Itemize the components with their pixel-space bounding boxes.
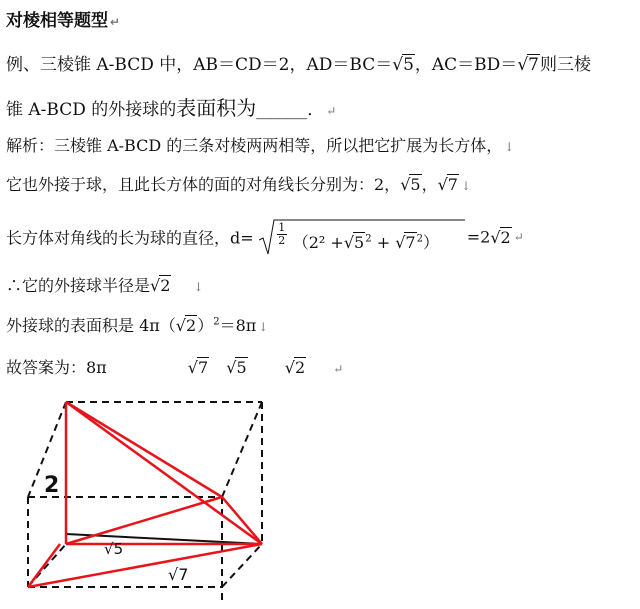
fraction-numerator: 1: [278, 221, 286, 234]
sqrt-symbol: √7: [437, 175, 458, 194]
title-text: 对棱相等题型: [6, 11, 108, 31]
radicand: 7: [198, 358, 209, 377]
analysis-text: ）: [197, 316, 214, 335]
sqrt-symbol: √: [104, 540, 114, 558]
radicand: 5: [113, 540, 124, 558]
problem-line-2: [6, 92, 336, 121]
radicand: 2: [500, 227, 511, 247]
sqrt-symbol: √7: [517, 55, 539, 75]
analysis-text: 外接球的表面积是 4π（: [6, 316, 176, 335]
formula-text: +: [376, 233, 391, 252]
radicand: 7: [528, 55, 539, 75]
sqrt-symbol: √7: [187, 358, 209, 377]
radicand: 7: [178, 565, 189, 584]
exponent: 2: [365, 233, 372, 245]
analysis-text: 长方体对角线的长为球的直径，d=: [6, 228, 254, 248]
formula-text: （2² +: [292, 233, 344, 252]
edge-label-2: 2: [44, 473, 60, 498]
line-break-mark: ↓: [460, 179, 472, 193]
line-break-mark: ↓: [193, 280, 204, 294]
tetrahedron-box-figure: [0, 394, 300, 609]
sqrt-symbol: √2: [490, 227, 511, 247]
radicand: 7: [405, 233, 416, 252]
radicand: 5: [354, 233, 365, 252]
radicand: 5: [403, 55, 414, 75]
fraction-denominator: 2: [278, 234, 286, 247]
problem-text: 锥 A-BCD 的外接球的: [6, 100, 177, 120]
formula-inner: [293, 230, 439, 253]
paragraph-mark: ↵: [326, 104, 337, 118]
radicand: 2: [294, 358, 306, 377]
problem-text: 则三棱: [539, 55, 591, 75]
formula-result: =2: [466, 227, 491, 247]
sqrt-symbol: √2: [175, 316, 197, 335]
analysis-text: 故答案为：8π: [6, 358, 107, 377]
radicand: 7: [447, 175, 458, 194]
sqrt-symbol: √5: [392, 55, 414, 75]
paragraph-mark: ↵: [333, 362, 344, 376]
label-sqrt7: [168, 565, 188, 584]
radicand: 5: [236, 358, 247, 377]
analysis-line-1: [6, 133, 514, 156]
radicand: 2: [160, 276, 171, 295]
problem-line-1: [6, 50, 591, 75]
exponent: 2: [213, 316, 220, 328]
line-break-mark: ↓: [504, 140, 515, 154]
sqrt-symbol: √5: [400, 175, 421, 194]
sqrt-symbol: √7: [395, 233, 416, 252]
sqrt-symbol: √2: [284, 358, 306, 377]
label-sqrt5: [104, 540, 123, 558]
analysis-text: ∴它的外接球半径是: [6, 276, 151, 295]
problem-emphasis: 表面积为: [176, 96, 257, 120]
formula-text: ）: [422, 233, 439, 252]
big-sqrt: [259, 218, 467, 256]
problem-text: ，AC＝BD＝: [414, 55, 518, 75]
sqrt-symbol: √2: [150, 276, 171, 295]
analysis-line-4: [6, 273, 203, 296]
problem-text: ．: [307, 100, 325, 120]
exponent: 2: [416, 233, 423, 245]
line-break-mark: ↓: [258, 320, 269, 334]
paragraph-mark: ↵: [513, 230, 524, 244]
paragraph-mark: ↵: [110, 15, 121, 29]
section-title: [6, 6, 120, 31]
sqrt-symbol: √5: [343, 233, 365, 252]
sqrt-symbol: √: [168, 565, 179, 584]
answer-blank: ______: [256, 100, 308, 120]
analysis-text: 解析：三棱锥 A-BCD 的三条对棱两两相等，所以把它扩展为长方体，: [6, 136, 503, 155]
radicand: 5: [410, 175, 421, 194]
analysis-line-5: [6, 313, 268, 336]
tetrahedron-edges: [28, 402, 262, 587]
analysis-line-2: [6, 172, 471, 195]
fraction: [277, 222, 287, 247]
analysis-text: 它也外接于球，且此长方体的面的对角线长分别为：2，: [6, 175, 401, 194]
analysis-line-3: [6, 218, 524, 258]
sqrt-symbol: √5: [226, 358, 247, 377]
problem-text: 例、三棱锥 A-BCD 中，AB＝CD＝2，AD＝BC＝: [6, 55, 393, 75]
radicand: 2: [186, 316, 197, 335]
analysis-text: ，: [421, 175, 438, 194]
analysis-text: ＝8π: [219, 316, 257, 335]
analysis-line-6: [6, 355, 343, 378]
